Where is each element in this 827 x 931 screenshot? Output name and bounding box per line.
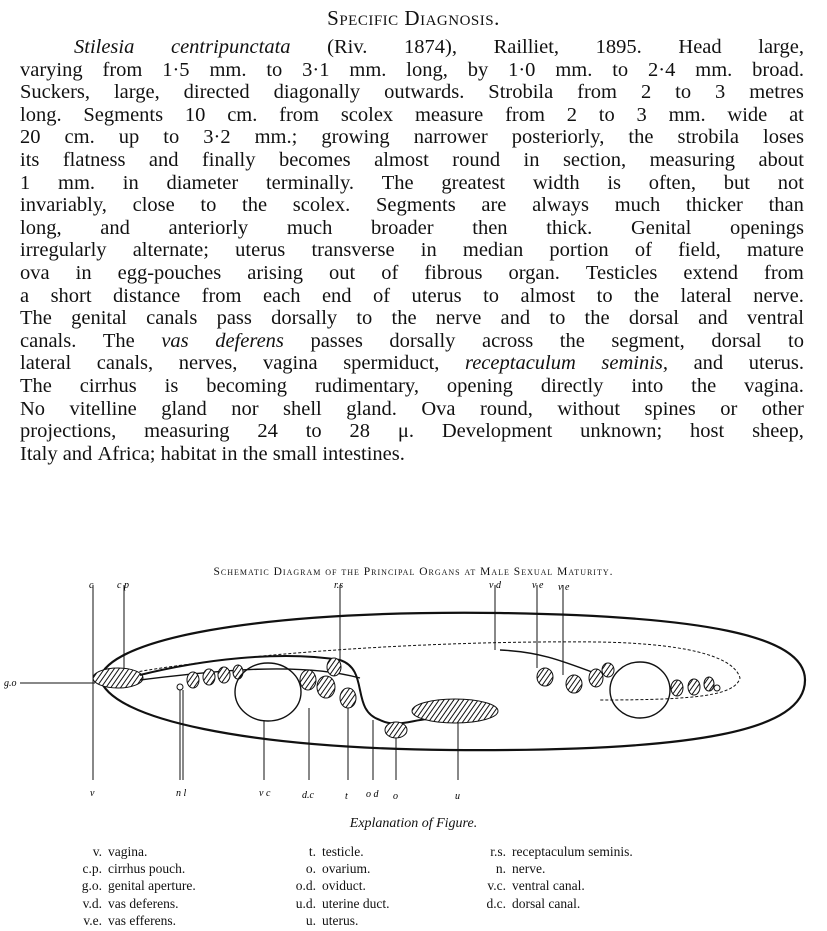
text-line: The cirrhus is becoming rudimentary, opening directly into the vagina.	[20, 374, 804, 397]
label-od: o d	[366, 789, 379, 800]
label-nl: n l	[176, 788, 187, 799]
legend-entry	[68, 877, 196, 894]
text-line: ova in egg-pouches arising out of fibrous organ. Testicles extend from	[20, 261, 804, 284]
label-cp: c p	[117, 580, 129, 591]
text-line: lateral canals, nerves, vagina spermiduct, receptaculum seminis, and uterus.	[20, 352, 804, 375]
label-ve-1: v e	[532, 580, 544, 591]
schematic-diagram	[0, 580, 827, 805]
label-dc: d.c	[302, 790, 314, 801]
ventral-canal-circle	[235, 663, 301, 721]
legend-entry	[282, 877, 389, 894]
text-line: its flatness and finally becomes almost round in section, measuring about	[20, 148, 804, 171]
uterus	[412, 699, 498, 723]
text-line: invariably, close to the scolex. Segments are always much thicker than	[20, 194, 804, 217]
legend-abbr: u.d.	[295, 895, 316, 911]
legend-text: testicle.	[322, 844, 364, 859]
text-line: 1 mm. in diameter terminally. The greatest width is often, but not	[20, 171, 804, 194]
legend-text: nerve.	[512, 861, 546, 877]
explanation-title: Explanation of Figure.	[349, 816, 478, 831]
legend-abbr: t.	[308, 844, 316, 859]
label-u: u	[455, 791, 460, 802]
legend-entry	[282, 912, 389, 929]
label-vc: v c	[259, 788, 271, 799]
legend-abbr: v.	[92, 844, 102, 859]
label-go: g.o	[4, 678, 17, 689]
legend-text: ventral canal.	[512, 878, 585, 894]
text-line: Stilesia centripunctata (Riv. 1874), Railliet, 1895. Head large,	[74, 36, 804, 58]
legend-abbr: u.	[305, 912, 316, 928]
label-v: v	[90, 788, 95, 799]
legend-abbr: o.	[305, 861, 316, 877]
ovarium	[385, 722, 407, 738]
text-line: irregularly alternate; uterus transverse in median portion of field, mature	[20, 239, 804, 262]
legend-entry	[472, 860, 633, 877]
diagnosis-text	[20, 36, 804, 465]
legend-entry	[68, 895, 196, 912]
text-line: long. Segments 10 cm. from scolex measure from 2 to 3 mm. wide at	[20, 103, 804, 126]
legend-entry	[282, 895, 389, 912]
legend-text: vas deferens.	[108, 895, 179, 911]
legend-column-3	[472, 843, 633, 912]
legend-text: genital aperture.	[108, 878, 196, 894]
legend-entry	[68, 912, 196, 929]
text-line: projections, measuring 24 to 28 μ. Development unknown; host sheep,	[20, 420, 804, 443]
text-line: 20 cm. up to 3·2 mm.; growing narrower posteriorly, the strobila loses	[20, 126, 804, 149]
legend-text: cirrhus pouch.	[108, 861, 186, 877]
legend-text: ovarium.	[322, 861, 371, 877]
legend-entry	[282, 843, 389, 860]
section-heading: Specific Diagnosis.	[327, 6, 500, 30]
legend-entry	[472, 843, 633, 860]
legend-abbr: v.d.	[82, 895, 102, 911]
label-t: t	[345, 791, 348, 802]
label-rs: r.s	[334, 580, 344, 591]
legend-entry	[472, 895, 633, 912]
legend-abbr: d.c.	[486, 895, 506, 911]
legend-abbr: v.e.	[83, 912, 102, 928]
text-line: Suckers, large, directed diagonally outwards. Strobila from 2 to 3 metres	[20, 81, 804, 104]
legend-entry	[68, 860, 196, 877]
legend-abbr: v.c.	[487, 878, 506, 894]
label-vd: v d	[489, 580, 501, 591]
text-line: long, and anteriorly much broader then thick. Genital openings	[20, 216, 804, 239]
legend-text: vas efferens.	[108, 912, 176, 928]
legend-column-1	[68, 843, 196, 929]
text-line: No vitelline gland nor shell gland. Ova round, without spines or other	[20, 397, 804, 420]
legend-text: vagina.	[108, 844, 148, 859]
legend-text: dorsal canal.	[512, 895, 581, 911]
cirrhus-pouch	[93, 668, 143, 688]
legend-text: uterine duct.	[322, 895, 390, 911]
legend-abbr: r.s.	[490, 844, 506, 859]
legend-entry	[68, 843, 196, 860]
figure-caption: Schematic Diagram of the Principal Organs at Male Sexual Maturity.	[213, 566, 614, 578]
label-ve-2: v e	[558, 582, 570, 593]
legend-text: oviduct.	[322, 878, 366, 894]
legend-abbr: o.d.	[295, 878, 316, 894]
legend-text: uterus.	[322, 912, 359, 928]
text-line: a short distance from each end of uterus to almost to the lateral nerve.	[20, 284, 804, 307]
legend-text: receptaculum seminis.	[512, 844, 633, 859]
legend-entry	[472, 877, 633, 894]
label-c: c	[89, 580, 94, 591]
text-line: varying from 1·5 mm. to 3·1 mm. long, by 1·0 mm. to 2·4 mm. broad.	[20, 58, 804, 81]
label-o: o	[393, 791, 398, 802]
legend-abbr: c.p.	[82, 861, 102, 877]
text-line: canals. The vas deferens passes dorsally across the segment, dorsal to	[20, 329, 804, 352]
text-line: Italy and Africa; habitat in the small intestines.	[20, 442, 405, 465]
legend-column-2	[282, 843, 389, 929]
legend-entry	[282, 860, 389, 877]
legend-abbr: g.o.	[81, 878, 102, 894]
text-line: The genital canals pass dorsally to the nerve and to the dorsal and ventral	[20, 307, 804, 330]
legend-abbr: n.	[495, 861, 506, 877]
